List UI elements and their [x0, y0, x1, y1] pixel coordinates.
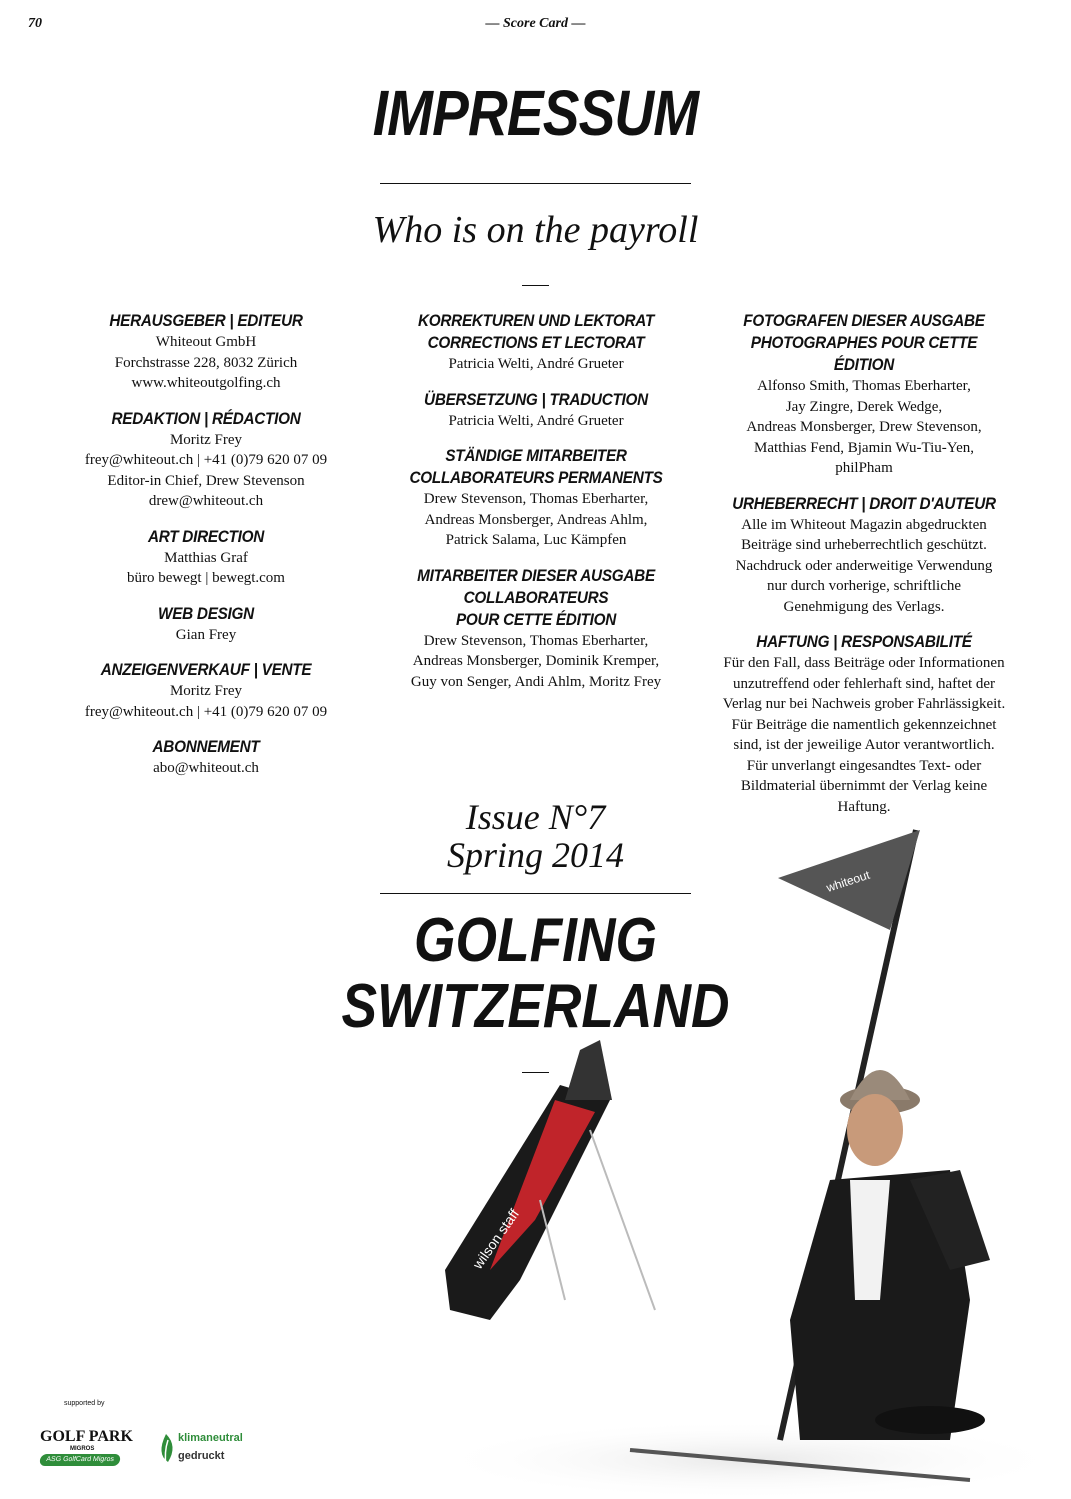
credit-heading: WEB DESIGN — [158, 603, 254, 623]
credit-heading: COLLABORATEURS — [463, 587, 609, 607]
credit-line: Patrick Salama, Luc Kämpfen — [445, 532, 627, 548]
page-title: IMPRESSUM — [372, 77, 699, 149]
supported-by-label: supported by — [64, 1400, 105, 1407]
credit-heading: REDAKTION | RÉDACTION — [111, 408, 301, 428]
credit-heading: ART DIRECTION — [147, 526, 265, 546]
credits-column-left — [56, 310, 356, 793]
credit-block — [56, 526, 356, 589]
credit-heading: POUR CETTE ÉDITION — [455, 609, 617, 629]
credit-line: Für Beiträge die namentlich gekennzeichnet — [731, 716, 997, 733]
asg-logo: ASG GolfCard Migros — [39, 1454, 121, 1466]
credit-line: Für den Fall, dass Beiträge oder Informationen — [723, 655, 1005, 671]
credit-block — [56, 408, 356, 512]
credit-heading: ÜBERSETZUNG | TRADUCTION — [424, 389, 648, 409]
credit-line: Matthias Graf — [164, 549, 248, 566]
issue-season: Spring 2014 — [446, 835, 624, 875]
credit-line: Für unverlangt eingesandtes Text- oder — [746, 757, 982, 774]
gedruckt-label: gedruckt — [178, 1450, 225, 1462]
feature-divider — [522, 1072, 549, 1073]
flag-text: whiteout — [824, 867, 872, 895]
running-title: — Score Card — — [485, 16, 586, 31]
credit-block — [56, 310, 356, 394]
credit-line: nur durch vorherige, schriftliche — [766, 578, 962, 594]
issue-number: Issue N°7 — [465, 797, 606, 837]
credit-line: unzutreffend oder fehlerhaft sind, haftet der — [732, 675, 996, 692]
credit-heading: ANZEIGENVERKAUF | VENTE — [100, 660, 312, 679]
credit-line: Beiträge sind urheberrechtlich geschützt. — [741, 537, 987, 553]
subtitle: Who is on the payroll — [372, 209, 699, 251]
leaf-icon — [154, 1432, 178, 1468]
credit-line: Andreas Monsberger, Dominik Kremper, — [412, 653, 660, 669]
credit-line: www.whiteoutgolfing.ch — [131, 375, 281, 391]
golfpark-logo: GOLF PARK — [40, 1428, 133, 1445]
credit-line: philPham — [835, 460, 893, 476]
credit-block — [56, 603, 356, 646]
credit-line: abo@whiteout.ch — [153, 760, 259, 776]
credit-heading: ABONNEMENT — [152, 737, 260, 756]
credit-line: drew@whiteout.ch — [148, 493, 264, 509]
credit-line: Drew Stevenson, Thomas Eberharter, — [423, 632, 649, 649]
issue-divider — [380, 893, 691, 894]
credit-block — [56, 736, 356, 779]
credit-line: Bildmaterial übernimmt der Verlag keine — [740, 778, 988, 794]
golf-photo — [350, 800, 1071, 1499]
feature-title-line2: SWITZERLAND — [341, 972, 730, 1041]
credit-block — [714, 493, 1014, 618]
title-divider — [380, 183, 691, 184]
credit-heading: HAFTUNG | RESPONSABILITÉ — [756, 632, 972, 651]
credit-line: frey@whiteout.ch | +41 (0)79 620 07 09 — [84, 703, 328, 720]
credit-block — [386, 310, 686, 375]
credit-line: büro bewegt | bewegt.com — [127, 570, 285, 586]
credit-line: Drew Stevenson, Thomas Eberharter, — [423, 491, 649, 507]
credits-column-center — [386, 310, 686, 706]
credit-line: Matthias Fend, Bjamin Wu-Tiu-Yen, — [754, 439, 974, 456]
credit-line: Andreas Monsberger, Drew Stevenson, — [746, 419, 982, 435]
credit-heading: URHEBERRECHT | DROIT D'AUTEUR — [732, 493, 996, 513]
credit-line: Gian Frey — [175, 626, 237, 643]
credit-line: Andreas Monsberger, Andreas Ahlm, — [424, 511, 648, 528]
credit-line: Genehmigung des Verlags. — [783, 598, 945, 615]
credit-line: Jay Zingre, Derek Wedge, — [785, 398, 943, 415]
issue-info — [0, 798, 1071, 874]
credit-heading: FOTOGRAFEN DIESER AUSGABE — [743, 311, 985, 330]
credit-block — [386, 445, 686, 551]
credit-line: Whiteout GmbH — [155, 334, 257, 350]
credit-line: Verlag nur bei Nachweis grober Fahrlässigkeit. — [722, 696, 1006, 712]
credit-line: Haftung. — [837, 798, 891, 815]
credit-heading: COLLABORATEURS PERMANENTS — [409, 468, 663, 487]
credit-line: Forchstrasse 228, 8032 Zürich — [114, 354, 298, 371]
credit-heading: KORREKTUREN UND LEKTORAT — [417, 311, 655, 330]
credit-line: sind, ist der jeweilige Autor verantwortlich. — [733, 737, 995, 753]
feature-title-line1: GOLFING — [414, 906, 657, 975]
credit-line: Patricia Welti, André Grueter — [448, 412, 624, 429]
golfpark-sub: MIGROS — [70, 1446, 95, 1452]
credit-block — [714, 631, 1014, 817]
credit-line: Nachdruck oder anderweitige Verwendung — [735, 557, 993, 574]
bag-text: wilson staff — [469, 1206, 523, 1272]
credit-block — [714, 310, 1014, 479]
credit-block — [56, 659, 356, 722]
credit-heading: CORRECTIONS ET LECTORAT — [427, 333, 645, 352]
page-number: 70 — [28, 16, 42, 31]
subtitle-divider — [522, 285, 549, 286]
golf-bag-icon — [445, 1040, 655, 1320]
credit-line: Moritz Frey — [169, 683, 243, 699]
credit-block — [386, 389, 686, 432]
credit-line: Editor-in Chief, Drew Stevenson — [107, 472, 305, 489]
credit-line: Guy von Senger, Andi Ahlm, Moritz Frey — [410, 673, 662, 690]
credit-heading: HERAUSGEBER | EDITEUR — [109, 311, 303, 330]
credit-line: Alle im Whiteout Magazin abgedruckten — [741, 516, 987, 533]
credit-heading: STÄNDIGE MITARBEITER — [445, 446, 627, 465]
credit-block — [386, 565, 686, 693]
feature-title — [75, 908, 996, 1040]
credit-line: frey@whiteout.ch | +41 (0)79 620 07 09 — [84, 452, 328, 468]
credit-line: Patricia Welti, André Grueter — [448, 356, 624, 372]
credit-line: Moritz Frey — [169, 431, 243, 448]
credit-heading: MITARBEITER DIESER AUSGABE — [417, 565, 655, 585]
golfer-figure — [790, 1070, 990, 1440]
credit-line: Alfonso Smith, Thomas Eberharter, — [757, 378, 971, 394]
credits-column-right — [714, 310, 1014, 831]
credit-heading: PHOTOGRAPHES POUR CETTE ÉDITION — [750, 333, 978, 374]
klimaneutral-label: klimaneutral — [178, 1432, 243, 1444]
